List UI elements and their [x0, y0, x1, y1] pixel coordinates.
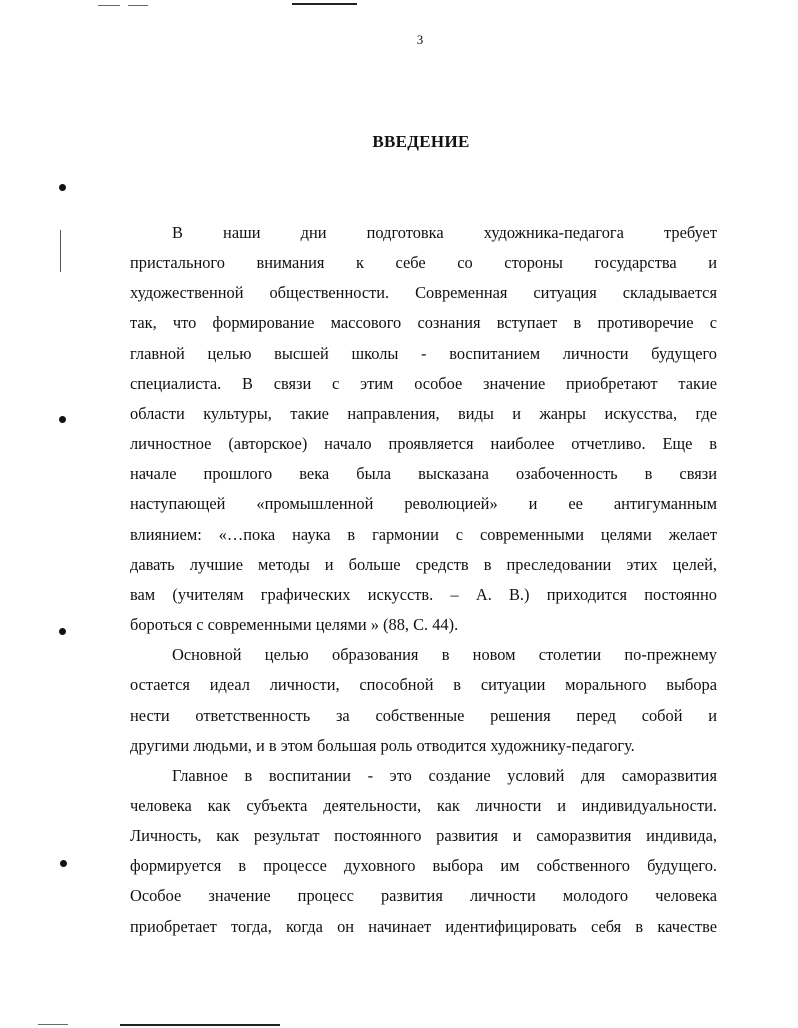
text-line: художественной общественности. Современная ситуация складывается [130, 283, 717, 303]
margin-mark [59, 184, 66, 191]
text-line: Личность, как результат постоянного развития и саморазвития индивида, [130, 826, 717, 846]
text-line: давать лучшие методы и больше средств в преследовании этих целей, [130, 554, 717, 574]
text-line: влиянием: «…пока наука в гармонии с современными целями желает [130, 524, 717, 544]
text-line: Особое значение процесс развития личности молодого человека [130, 886, 717, 906]
text-line: личностное (авторское) начало проявляется наиболее отчетливо. Еще в [130, 434, 717, 454]
text-line: так, что формирование массового сознания вступает в противоречие с [130, 313, 717, 333]
paragraph-2 [130, 640, 717, 761]
margin-mark [59, 416, 66, 423]
margin-mark [59, 628, 66, 635]
text-line: другими людьми, и в этом большая роль отводится художнику-педагогу. [130, 735, 635, 755]
body-text [130, 218, 717, 942]
scan-artifact-left-margin-line [60, 230, 61, 272]
scan-artifact-bottom-dashes [38, 1024, 68, 1025]
text-line: области культуры, такие направления, виды и жанры искусства, где [130, 403, 717, 423]
text-line: нести ответственность за собственные решения перед собой и [130, 705, 717, 725]
margin-mark [60, 860, 67, 867]
page-title: ВВЕДЕНИЕ [372, 132, 470, 151]
paragraph-1 [130, 218, 717, 640]
page-number: 3 [416, 32, 424, 47]
scan-artifact-top-line [292, 3, 357, 5]
scan-artifact-top-dashes [98, 5, 120, 6]
text-line: остается идеал личности, способной в ситуации морального выбора [130, 675, 717, 695]
scan-artifact-bottom-line [120, 1024, 280, 1026]
text-line: Основной целью образования в новом столетии по-прежнему [172, 645, 717, 665]
text-line: главной целью высшей школы - воспитанием личности будущего [130, 343, 717, 363]
text-line: пристального внимания к себе со стороны государства и [130, 253, 717, 273]
text-line: вам (учителям графических искусств. – А. В.) приходится постоянно [130, 584, 717, 604]
text-line: Главное в воспитании - это создание условий для саморазвития [172, 765, 717, 785]
text-line: формируется в процессе духовного выбора им собственного будущего. [130, 856, 717, 876]
text-line: приобретает тогда, когда он начинает идентифицировать себя в качестве [130, 916, 717, 936]
text-line: бороться с современными целями » (88, С. 44). [130, 615, 459, 635]
text-line: начале прошлого века была высказана озабоченность в связи [130, 464, 717, 484]
paragraph-3 [130, 761, 717, 942]
text-line: специалиста. В связи с этим особое значение приобретают такие [130, 373, 717, 393]
text-line: наступающей «промышленной революцией» и ее антигуманным [130, 494, 717, 514]
text-line: человека как субъекта деятельности, как личности и индивидуальности. [130, 795, 717, 815]
text-line: В наши дни подготовка художника-педагога требует [172, 223, 717, 242]
scan-artifact-top-dashes [128, 5, 148, 6]
